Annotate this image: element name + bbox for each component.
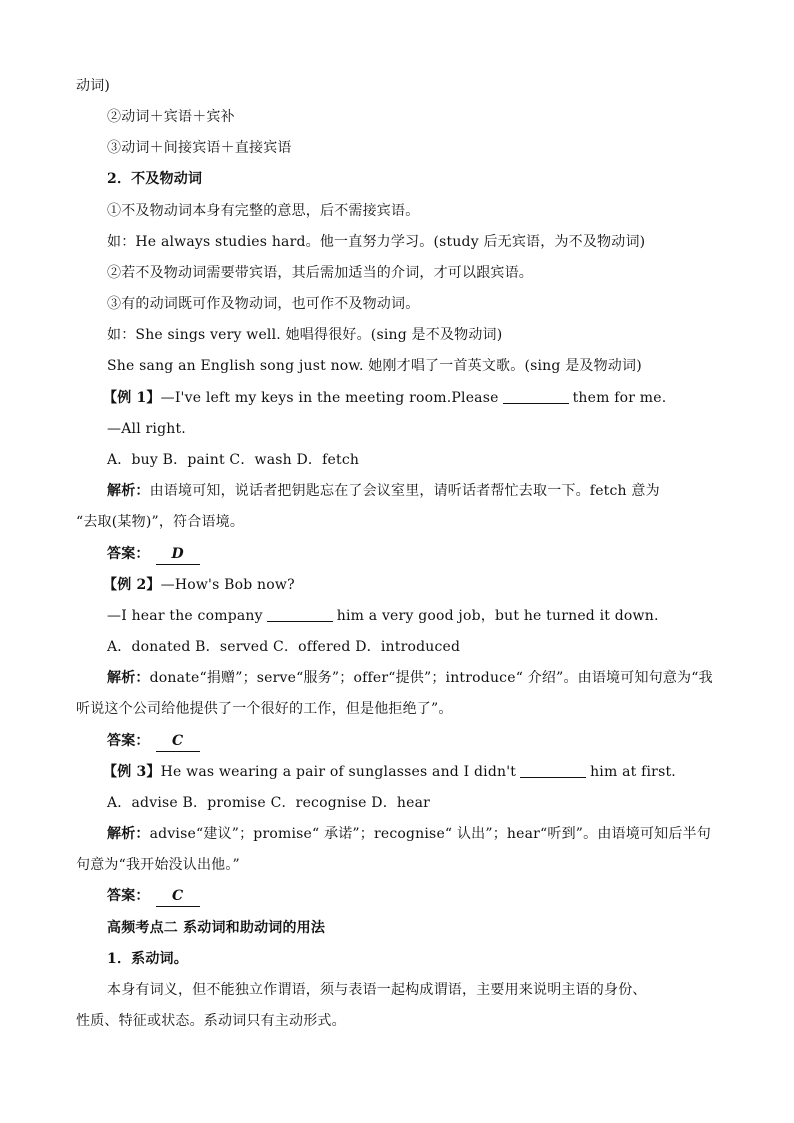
- text-line: ②动词＋宾语＋宾补: [107, 109, 235, 125]
- answer-blank: [503, 389, 569, 404]
- example-3-answer: 答案： C: [107, 886, 200, 907]
- text-line: ③有的动词既可作及物动词，也可作不及物动词。: [107, 296, 420, 312]
- example-3-analysis-cont: 句意为“我开始没认出他。”: [76, 857, 240, 873]
- example-3-options: A．advise B．promise C．recognise D．hear: [107, 795, 431, 811]
- answer-value: C: [156, 886, 200, 907]
- section-paragraph-cont: 性质、特征或状态。系动词只有主动形式。: [76, 1013, 346, 1029]
- example-2-analysis: 解析：donate“捐赠”；serve“服务”；offer“提供”；introduce“ 介绍”。由语境可知句意为“我: [107, 670, 713, 686]
- example-3-question: 【例 3】He was wearing a pair of sunglasses and I didn't him at first.: [103, 764, 676, 780]
- example-1-options: A．buy B．paint C．wash D．fetch: [107, 452, 360, 468]
- text-line: 如：She sings very well. 她唱得很好。(sing 是不及物动词): [107, 327, 503, 343]
- example-3-analysis: 解析：advise“建议”；promise“ 承诺”；recognise“ 认出”；hear“听到”。由语境可知后半句: [107, 826, 711, 842]
- section-subheading: 1．系动词。: [107, 951, 188, 967]
- answer-value: C: [156, 731, 200, 752]
- example-2-analysis-cont: 听说这个公司给他提供了一个很好的工作，但是他拒绝了”。: [76, 701, 453, 717]
- example-1-analysis-cont: “去取(某物)”，符合语境。: [76, 514, 245, 530]
- example-label: 【例 2】: [103, 577, 161, 593]
- answer-value: D: [156, 544, 200, 565]
- text-line: ①不及物动词本身有完整的意思，后不需接宾语。: [107, 203, 420, 219]
- section-title: 高频考点二 系动词和助动词的用法: [107, 920, 326, 936]
- example-2-answer: 答案： C: [107, 731, 200, 752]
- example-label: 【例 3】: [103, 764, 161, 780]
- text-line: ③动词＋间接宾语＋直接宾语: [107, 140, 292, 156]
- example-1-question: 【例 1】—I've left my keys in the meeting room.Please them for me.: [103, 390, 667, 406]
- example-2-options: A．donated B．served C．offered D．introduced: [107, 639, 461, 655]
- example-1-answer: 答案： D: [107, 544, 200, 565]
- subheading: 2．不及物动词: [107, 171, 203, 187]
- section-paragraph: 本身有词义，但不能独立作谓语，须与表语一起构成谓语，主要用来说明主语的身份、: [107, 982, 647, 998]
- text-line: 如：He always studies hard。他一直努力学习。(study 后无宾语，为不及物动词): [107, 234, 646, 250]
- example-1-reply: —All right.: [107, 421, 186, 437]
- example-1-analysis: 解析：由语境可知，说话者把钥匙忘在了会议室里，请听话者帮忙去取一下。fetch 意为: [107, 483, 660, 499]
- text-line: 动词): [76, 78, 111, 94]
- example-2-reply: —I hear the company him a very good job，but he turned it down.: [107, 608, 659, 624]
- answer-blank: [520, 763, 586, 778]
- text-line: ②若不及物动词需要带宾语，其后需加适当的介词，才可以跟宾语。: [107, 265, 533, 281]
- answer-blank: [267, 607, 333, 622]
- text-line: She sang an English song just now. 她刚才唱了一首英文歌。(sing 是及物动词): [107, 358, 642, 374]
- example-label: 【例 1】: [103, 390, 161, 406]
- example-2-question: 【例 2】—How's Bob now?: [103, 577, 295, 593]
